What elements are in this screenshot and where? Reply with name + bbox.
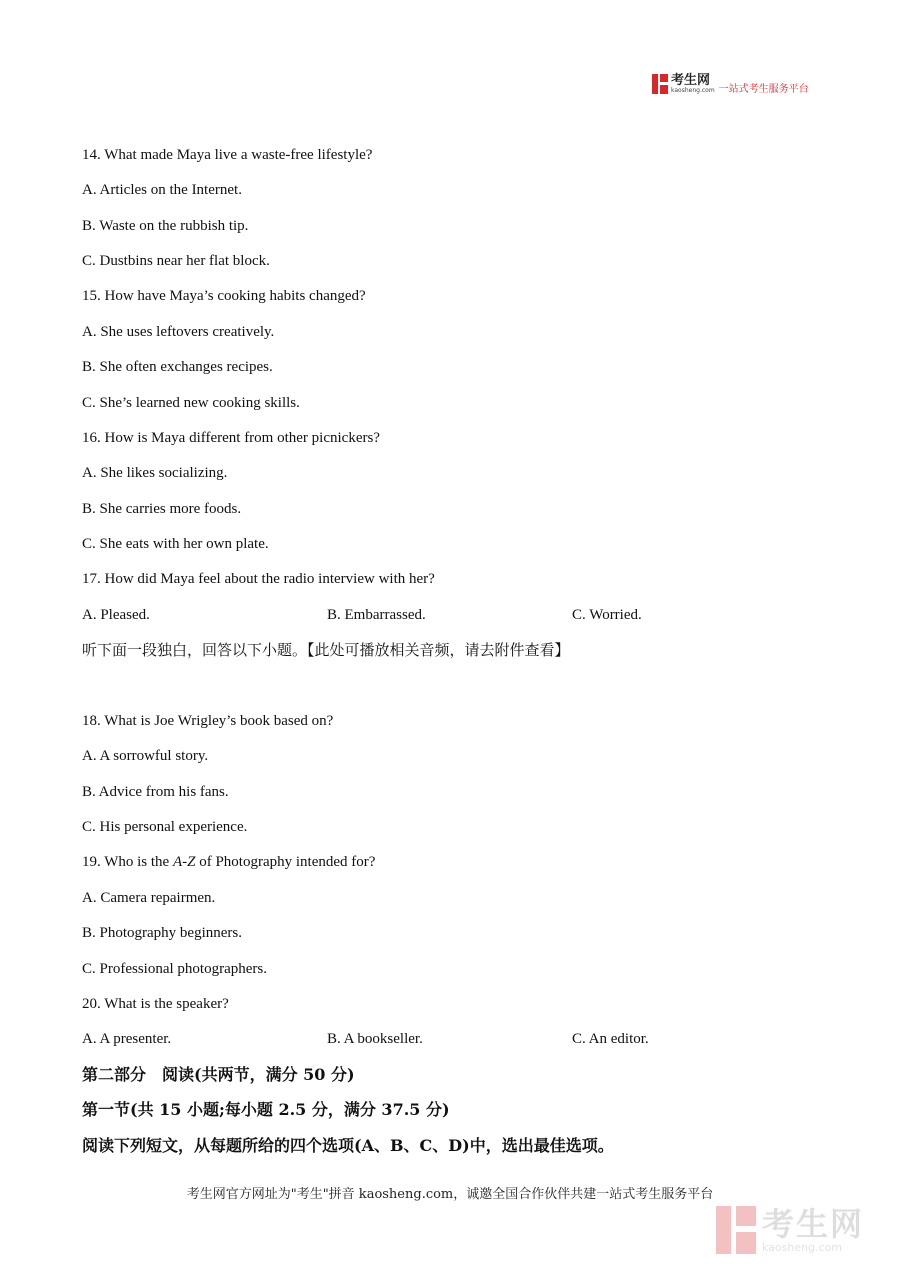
reading-instruction: 阅读下列短文，从每题所给的四个选项(A、B、C、D)中，选出最佳选项。 <box>82 1136 614 1155</box>
watermark-name: 考生网 <box>762 1204 865 1243</box>
logo-name: 考生网 <box>671 73 711 88</box>
question-17-options <box>82 606 842 624</box>
kaosheng-watermark-icon <box>716 1206 756 1254</box>
watermark-domain: kaosheng.com <box>762 1240 843 1254</box>
question-17-option-c: C. Worried. <box>572 607 642 623</box>
question-20-options <box>82 1030 842 1048</box>
question-18-option-a: A. A sorrowful story. <box>82 748 209 764</box>
question-15-stem: 15. How have Maya’s cooking habits changed? <box>82 288 366 304</box>
question-18-option-b: B. Advice from his fans. <box>82 784 229 800</box>
question-14-option-b: B. Waste on the rubbish tip. <box>82 218 249 234</box>
question-20-option-c: C. An editor. <box>572 1031 649 1047</box>
question-15-option-a: A. She uses leftovers creatively. <box>82 324 275 340</box>
question-15-option-b: B. She often exchanges recipes. <box>82 359 273 375</box>
question-18-stem: 18. What is Joe Wrigley’s book based on? <box>82 713 334 729</box>
question-19-stem: 19. Who is the A-Z of Photography intended for? <box>82 854 376 870</box>
question-15-option-c: C. She’s learned new cooking skills. <box>82 395 300 411</box>
question-20-option-b: B. A bookseller. <box>327 1031 423 1047</box>
question-20-stem: 20. What is the speaker? <box>82 996 229 1012</box>
question-19-option-b: B. Photography beginners. <box>82 925 242 941</box>
question-17-option-a: A. Pleased. <box>82 607 150 623</box>
question-14-option-a: A. Articles on the Internet. <box>82 182 242 198</box>
header-logo <box>652 73 809 95</box>
watermark <box>716 1206 864 1254</box>
listening-instruction: 听下面一段独白，回答以下小题。【此处可播放相关音频，请去附件查看】 <box>82 641 570 659</box>
logo-domain: kaosheng.com <box>671 87 715 94</box>
question-16-option-b: B. She carries more foods. <box>82 501 242 517</box>
question-17-stem: 17. How did Maya feel about the radio interview with her? <box>82 571 435 587</box>
question-16-option-a: A. She likes socializing. <box>82 465 228 481</box>
question-18-option-c: C. His personal experience. <box>82 819 248 835</box>
kaosheng-logo-icon <box>652 74 668 94</box>
question-19-option-a: A. Camera repairmen. <box>82 890 216 906</box>
question-14-stem: 14. What made Maya live a waste-free lifestyle? <box>82 147 373 163</box>
question-19-option-c: C. Professional photographers. <box>82 961 267 977</box>
question-16-option-c: C. She eats with her own plate. <box>82 536 269 552</box>
question-17-option-b: B. Embarrassed. <box>327 607 426 623</box>
logo-slogan: 一站式考生服务平台 <box>718 83 809 95</box>
section-one-title: 第一节(共 15 小题;每小题 2.5 分，满分 37.5 分) <box>82 1100 450 1119</box>
question-16-stem: 16. How is Maya different from other picnickers? <box>82 430 380 446</box>
part-two-title: 第二部分 阅读(共两节，满分 50 分) <box>82 1065 355 1084</box>
question-14-option-c: C. Dustbins near her flat block. <box>82 253 270 269</box>
question-20-option-a: A. A presenter. <box>82 1031 172 1047</box>
page-footer: 考生网官方网址为"考生"拼音 kaosheng.com，诚邀全国合作伙伴共建一站式考生服务平台 <box>186 1187 714 1202</box>
